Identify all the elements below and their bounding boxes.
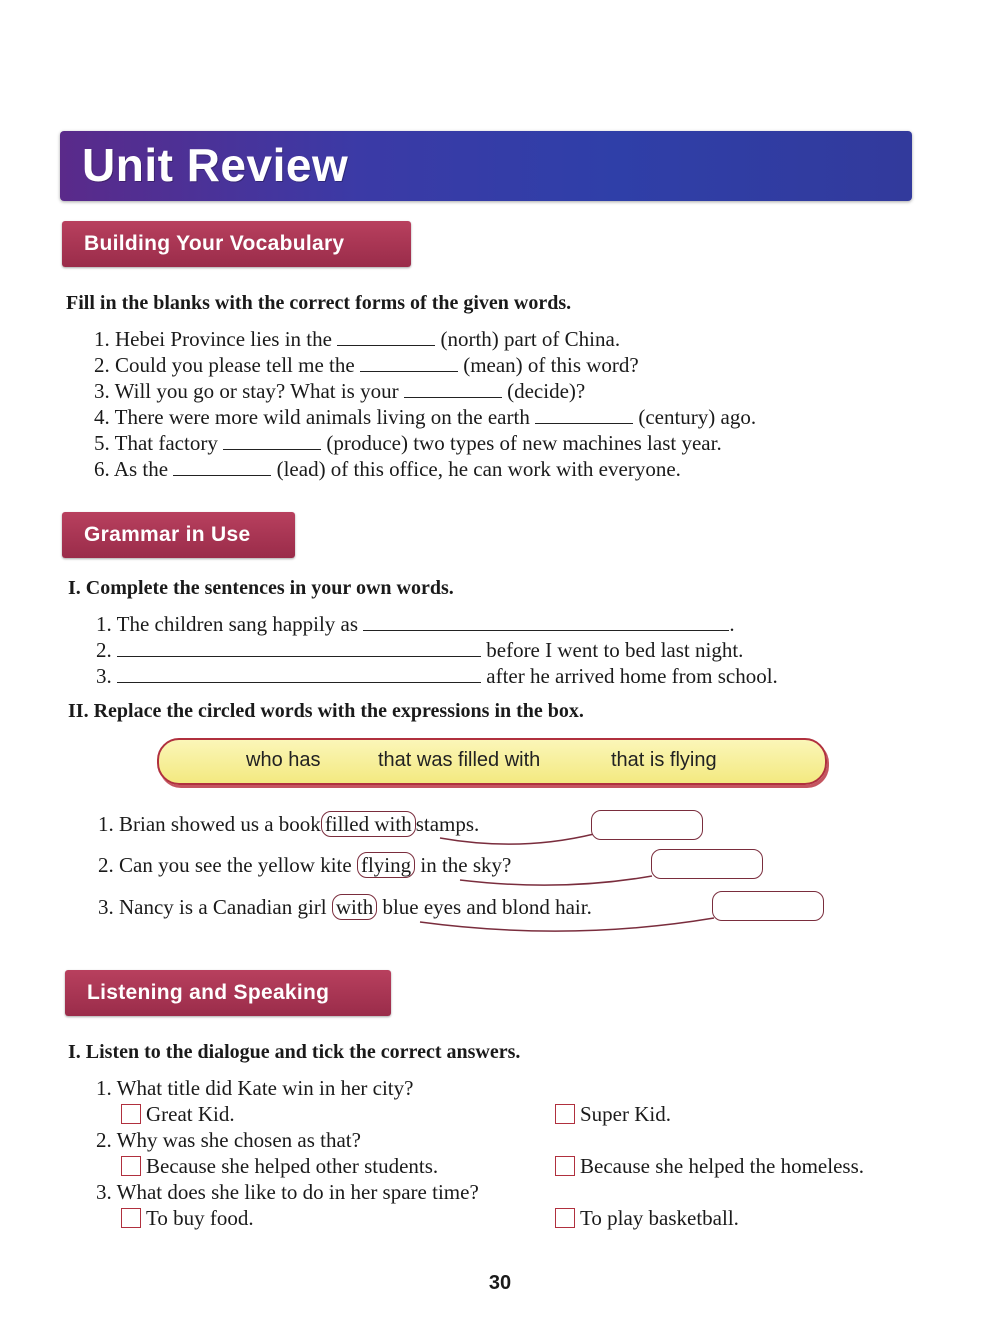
listening-option-2b[interactable]: Because she helped the homeless. [555, 1154, 864, 1179]
page-title: Unit Review [82, 139, 349, 191]
listening-option-1b[interactable]: Super Kid. [555, 1102, 671, 1127]
replace-item-2: 2. Can you see the yellow kite flying in the sky? [98, 853, 512, 877]
grammar-item-3: 3. after he arrived home from school. [96, 664, 778, 688]
listening-option-2a[interactable]: Because she helped other students. [121, 1154, 438, 1179]
section-heading-vocabulary: Building Your Vocabulary [62, 221, 411, 267]
section-heading-grammar: Grammar in Use [62, 512, 295, 558]
listening-option-3b[interactable]: To play basketball. [555, 1206, 739, 1231]
grammar-part1-instruction: I. Complete the sentences in your own words. [68, 577, 454, 599]
page-number: 30 [488, 1272, 512, 1294]
vocab-item-2: 2. Could you please tell me the (mean) of this word? [94, 353, 639, 377]
answer-box-3[interactable] [712, 891, 824, 921]
answer-box-2[interactable] [651, 849, 763, 879]
checkbox[interactable] [121, 1156, 141, 1176]
word-box-option-3: that is flying [611, 749, 717, 771]
section-heading-listening: Listening and Speaking [65, 970, 391, 1016]
listening-question-2: 2. Why was she chosen as that? [96, 1128, 361, 1152]
word-box-option-2: that was filled with [378, 749, 541, 771]
answer-box-1[interactable] [591, 810, 703, 840]
replace-item-3: 3. Nancy is a Canadian girl with blue eyes and blond hair. [98, 895, 592, 919]
listening-question-3: 3. What does she like to do in her spare time? [96, 1180, 479, 1204]
checkbox[interactable] [555, 1156, 575, 1176]
vocab-item-4: 4. There were more wild animals living on the earth (century) ago. [94, 405, 757, 429]
listening-option-1a[interactable]: Great Kid. [121, 1102, 235, 1127]
vocab-item-3: 3. Will you go or stay? What is your (decide)? [94, 379, 586, 403]
circled-phrase: filled with [321, 811, 416, 837]
vocab-item-1: 1. Hebei Province lies in the (north) part of China. [94, 327, 621, 351]
listening-question-1: 1. What title did Kate win in her city? [96, 1076, 414, 1100]
checkbox[interactable] [555, 1104, 575, 1124]
vocab-instruction: Fill in the blanks with the correct forms of the given words. [66, 292, 572, 314]
replace-item-1: 1. Brian showed us a book filled with stamps. [98, 812, 480, 836]
checkbox[interactable] [121, 1104, 141, 1124]
vocab-item-6: 6. As the (lead) of this office, he can work with everyone. [94, 457, 681, 481]
checkbox[interactable] [121, 1208, 141, 1228]
vocab-item-5: 5. That factory (produce) two types of new machines last year. [94, 431, 722, 455]
grammar-item-2: 2. before I went to bed last night. [96, 638, 744, 662]
checkbox[interactable] [555, 1208, 575, 1228]
listening-option-3a[interactable]: To buy food. [121, 1206, 254, 1231]
grammar-part2-instruction: II. Replace the circled words with the expressions in the box. [68, 700, 584, 722]
word-box-option-1: who has [246, 749, 321, 771]
circled-phrase: flying [357, 852, 415, 878]
listening-instruction: I. Listen to the dialogue and tick the correct answers. [68, 1041, 521, 1063]
circled-phrase: with [332, 894, 377, 920]
grammar-item-1: 1. The children sang happily as . [96, 612, 735, 636]
